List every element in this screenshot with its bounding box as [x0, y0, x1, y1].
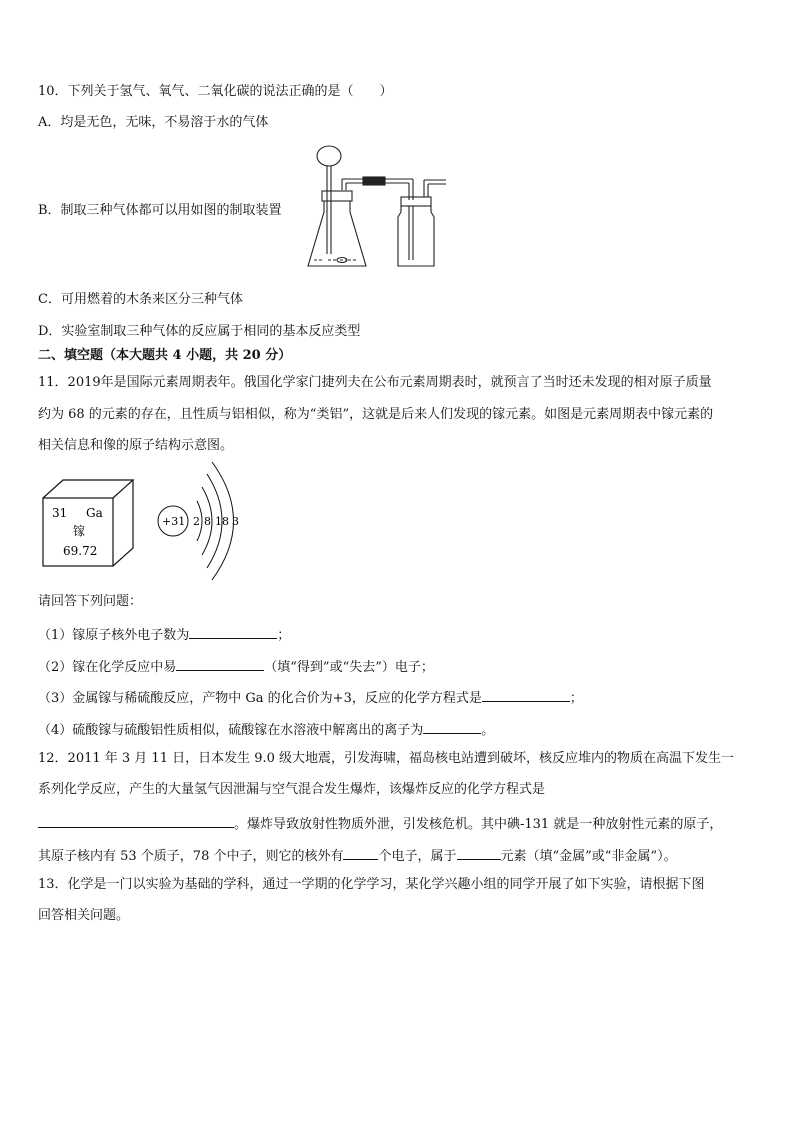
gallium-atom-structure-diagram — [155, 460, 250, 585]
q11-part-1-text: （1）镓原子核外电子数为 — [38, 628, 190, 643]
q12-line-3-text: 。爆炸导致放射性物质外泄，引发核危机。其中碘-131 就是一种放射性元素的原子， — [234, 817, 723, 832]
shell-4-electrons: 3 — [232, 515, 239, 528]
q12-line-4 — [38, 845, 677, 866]
q11-line-3: 相关信息和像的原子结构示意图。 — [38, 438, 234, 453]
q12-line-4-a: 其原子核内有 53 个质子，78 个中子，则它的核外有 — [38, 849, 344, 864]
q10-option-c: C．可用燃着的木条来区分三种气体 — [38, 292, 243, 307]
q11-part-2 — [38, 656, 434, 677]
q11-part-3 — [38, 687, 583, 708]
q12-line-1: 12．2011 年 3 月 11 日，日本发生 9.0 级大地震，引发海啸，福岛核电站遭到破坏，核反应堆内的物质在高温下发生一 — [38, 751, 735, 766]
q11-part-4-text: （4）硫酸镓与硫酸铝性质相似，硫酸镓在水溶液中解离出的离子为 — [38, 723, 424, 738]
answer-blank-metal-type[interactable] — [457, 845, 501, 860]
answer-blank-ions[interactable] — [423, 719, 481, 734]
element-mass: 69.72 — [63, 544, 98, 558]
section-heading: 二、填空题（本大题共 4 小题，共 20 分） — [38, 348, 292, 363]
answer-blank-electrons[interactable] — [343, 845, 378, 860]
shell-3-electrons: 18 — [215, 515, 229, 528]
answer-blank-explosion-equation[interactable] — [38, 813, 234, 828]
element-symbol: Ga — [86, 506, 103, 520]
q10-option-d: D．实验室制取三种气体的反应属于相同的基本反应类型 — [38, 324, 361, 339]
shell-1-electrons: 2 — [193, 515, 200, 528]
element-name: 镓 — [73, 524, 86, 538]
q13-line-1: 13．化学是一门以实验为基础的学科，通过一学期的化学学习，某化学兴趣小组的同学开展了如下实验，请根据下图 — [38, 877, 705, 892]
q12-line-4-c: 元素（填“金属”或“非金属”）。 — [500, 849, 677, 864]
q11-part-2-end: （填“得到”或“失去”）电子； — [264, 660, 434, 675]
q11-part-4 — [38, 719, 494, 740]
answer-blank-gain-lose[interactable] — [176, 656, 264, 671]
q11-part-1-end: ； — [277, 628, 291, 643]
q11-part-4-end: 。 — [481, 723, 495, 738]
q12-line-3 — [38, 813, 722, 834]
q13-line-2: 回答相关问题。 — [38, 908, 130, 923]
gas-generation-apparatus-figure — [300, 142, 450, 272]
q10-option-a: A．均是无色，无味，不易溶于水的气体 — [38, 115, 269, 130]
element-number: 31 — [52, 506, 68, 520]
nucleus-charge: +31 — [162, 515, 186, 528]
q11-line-2: 约为 68 的元素的存在，且性质与铝相似，称为“类铝”，这就是后来人们发现的镓元素。如图是元素周期表中镓元素的 — [38, 407, 714, 422]
answer-blank-electron-count[interactable] — [189, 624, 277, 639]
q11-part-2-text: （2）镓在化学反应中易 — [38, 660, 177, 675]
q11-part-3-text: （3）金属镓与稀硫酸反应，产物中 Ga 的化合价为+3，反应的化学方程式是 — [38, 691, 482, 706]
q11-part-3-end: ； — [569, 691, 583, 706]
q11-part-1 — [38, 624, 290, 645]
answer-blank-equation[interactable] — [482, 687, 570, 702]
q12-line-2: 系列化学反应，产生的大量氢气因泄漏与空气混合发生爆炸，该爆炸反应的化学方程式是 — [38, 782, 546, 797]
gallium-element-card — [40, 478, 135, 570]
shell-2-electrons: 8 — [204, 515, 211, 528]
q10-option-b: B．制取三种气体都可以用如图的制取装置 — [38, 203, 282, 218]
q12-line-4-b: 个电子，属于 — [378, 849, 457, 864]
q10-stem: 10．下列关于氢气、氧气、二氧化碳的说法正确的是（ ） — [38, 84, 393, 99]
q11-line-1: 11．2019年是国际元素周期表年。俄国化学家门捷列夫在公布元素周期表时，就预言了当时还未发现的相对原子质量 — [38, 375, 712, 390]
q11-prompt: 请回答下列问题： — [38, 594, 143, 609]
